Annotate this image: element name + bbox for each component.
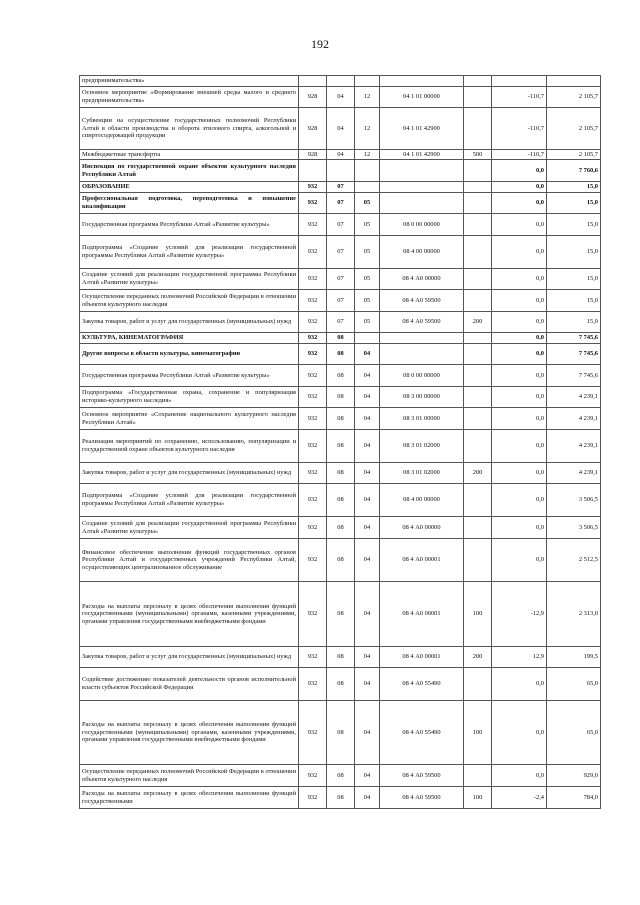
change-amount-cell: 0,0 (492, 408, 547, 430)
row-name-cell: Государственная программа Республики Алтай «Развитие культуры» (80, 365, 299, 387)
row-name-cell: Другие вопросы в области культуры, кинематографии (80, 344, 299, 365)
section-code-cell: 08 (327, 539, 355, 582)
table-row (80, 193, 601, 214)
subsection-code-cell: 05 (355, 269, 380, 290)
change-amount-cell: -2,4 (492, 787, 547, 809)
expense-type-cell: 200 (464, 463, 492, 484)
subsection-code-cell: 04 (355, 539, 380, 582)
section-code-cell: 04 (327, 87, 355, 108)
ministry-code-cell: 932 (299, 214, 327, 236)
subsection-code-cell: 12 (355, 150, 380, 160)
total-amount-cell: 2 105,7 (547, 108, 601, 150)
ministry-code-cell: 928 (299, 150, 327, 160)
expense-type-cell: 100 (464, 582, 492, 647)
subsection-code-cell (355, 76, 380, 87)
ministry-code-cell: 928 (299, 108, 327, 150)
subsection-code-cell: 05 (355, 312, 380, 333)
change-amount-cell: 0,0 (492, 160, 547, 182)
target-article-cell: 08 4 А0 00001 (380, 647, 464, 668)
expense-type-cell (464, 387, 492, 408)
subsection-code-cell: 04 (355, 344, 380, 365)
target-article-cell: 08 4 А0 00001 (380, 539, 464, 582)
target-article-cell: 08 3 00 00000 (380, 387, 464, 408)
total-amount-cell: 2 512,5 (547, 539, 601, 582)
section-code-cell: 08 (327, 582, 355, 647)
expense-type-cell (464, 160, 492, 182)
section-code-cell: 08 (327, 484, 355, 517)
ministry-code-cell: 932 (299, 517, 327, 539)
change-amount-cell: 0,0 (492, 701, 547, 765)
target-article-cell: 08 3 01 00000 (380, 408, 464, 430)
subsection-code-cell (355, 182, 380, 193)
expense-type-cell (464, 333, 492, 344)
ministry-code-cell: 932 (299, 408, 327, 430)
total-amount-cell: 4 239,1 (547, 408, 601, 430)
change-amount-cell: 0,0 (492, 484, 547, 517)
expense-type-cell (464, 182, 492, 193)
expense-type-cell: 100 (464, 701, 492, 765)
target-article-cell: 08 4 А0 55490 (380, 668, 464, 701)
target-article-cell: 08 3 01 02000 (380, 430, 464, 463)
subsection-code-cell: 04 (355, 365, 380, 387)
total-amount-cell: 15,0 (547, 182, 601, 193)
change-amount-cell: 0,0 (492, 269, 547, 290)
table-row (80, 387, 601, 408)
ministry-code-cell: 928 (299, 87, 327, 108)
section-code-cell: 07 (327, 312, 355, 333)
section-code-cell: 08 (327, 365, 355, 387)
table-row (80, 668, 601, 701)
table-row (80, 160, 601, 182)
table-row (80, 333, 601, 344)
total-amount-cell: 15,0 (547, 290, 601, 312)
row-name-cell: Финансовое обеспечение выполнения функций государственных органов Республики Алтай и государственных учреждений Республики Алтай, осуществляющих централизованное обслуживание (80, 539, 299, 582)
section-code-cell: 07 (327, 290, 355, 312)
ministry-code-cell: 932 (299, 365, 327, 387)
change-amount-cell: 0,0 (492, 214, 547, 236)
table-row (80, 344, 601, 365)
total-amount-cell: 15,0 (547, 269, 601, 290)
target-article-cell (380, 160, 464, 182)
total-amount-cell: 7 760,6 (547, 160, 601, 182)
section-code-cell: 08 (327, 333, 355, 344)
subsection-code-cell: 04 (355, 517, 380, 539)
ministry-code-cell: 932 (299, 387, 327, 408)
change-amount-cell: 0,0 (492, 182, 547, 193)
ministry-code-cell: 932 (299, 484, 327, 517)
target-article-cell (380, 76, 464, 87)
total-amount-cell: 929,0 (547, 765, 601, 787)
row-name-cell: Содействие достижению показателей деятельности органов исполнительной власти субъектов Российской Федерации (80, 668, 299, 701)
expense-type-cell (464, 408, 492, 430)
ministry-code-cell: 932 (299, 236, 327, 269)
table-row (80, 87, 601, 108)
target-article-cell: 08 4 А0 59500 (380, 290, 464, 312)
row-name-cell: Расходы на выплаты персоналу в целях обеспечения выполнения функций государственными (муниципальными) органами, казенными учреждениями, органами управления государственными внебюджетными фондами (80, 701, 299, 765)
target-article-cell (380, 333, 464, 344)
target-article-cell: 08 4 А0 59500 (380, 312, 464, 333)
ministry-code-cell: 932 (299, 182, 327, 193)
ministry-code-cell: 932 (299, 647, 327, 668)
total-amount-cell: 2 105,7 (547, 87, 601, 108)
change-amount-cell: 0,0 (492, 765, 547, 787)
total-amount-cell: 2 105,7 (547, 150, 601, 160)
table-row (80, 484, 601, 517)
total-amount-cell: 65,0 (547, 701, 601, 765)
row-name-cell: Подпрограмма «Государственная охрана, сохранение и популяризация историко-культурного наследия» (80, 387, 299, 408)
expense-type-cell: 200 (464, 647, 492, 668)
total-amount-cell: 4 239,1 (547, 430, 601, 463)
total-amount-cell: 4 239,1 (547, 463, 601, 484)
expense-type-cell (464, 236, 492, 269)
section-code-cell: 07 (327, 269, 355, 290)
table-row (80, 430, 601, 463)
expense-type-cell (464, 193, 492, 214)
target-article-cell (380, 344, 464, 365)
target-article-cell: 08 4 А0 00001 (380, 582, 464, 647)
subsection-code-cell: 05 (355, 290, 380, 312)
total-amount-cell: 2 313,0 (547, 582, 601, 647)
ministry-code-cell: 932 (299, 193, 327, 214)
table-row (80, 408, 601, 430)
expense-type-cell: 100 (464, 787, 492, 809)
section-code-cell (327, 160, 355, 182)
ministry-code-cell: 932 (299, 668, 327, 701)
change-amount-cell: 0,0 (492, 668, 547, 701)
table-row (80, 517, 601, 539)
section-code-cell: 08 (327, 765, 355, 787)
row-name-cell: Закупка товаров, работ и услуг для государственных (муниципальных) нужд (80, 463, 299, 484)
total-amount-cell: 784,0 (547, 787, 601, 809)
target-article-cell: 08 4 А0 00000 (380, 517, 464, 539)
target-article-cell: 08 0 00 00000 (380, 365, 464, 387)
change-amount-cell: 0,0 (492, 193, 547, 214)
section-code-cell: 08 (327, 517, 355, 539)
table-row (80, 701, 601, 765)
ministry-code-cell: 932 (299, 539, 327, 582)
row-name-cell: Осуществление переданных полномочий Российской Федерации в отношении объектов культурного наследия (80, 290, 299, 312)
total-amount-cell: 15,0 (547, 193, 601, 214)
expense-type-cell (464, 344, 492, 365)
change-amount-cell: 0,0 (492, 430, 547, 463)
target-article-cell: 08 3 01 02000 (380, 463, 464, 484)
change-amount-cell: 0,0 (492, 517, 547, 539)
section-code-cell: 04 (327, 108, 355, 150)
row-name-cell: Основное мероприятие «Формирование внешней среды малого и среднего предпринимательства» (80, 87, 299, 108)
expense-type-cell (464, 430, 492, 463)
section-code-cell: 04 (327, 150, 355, 160)
change-amount-cell: 0,0 (492, 333, 547, 344)
table-row (80, 539, 601, 582)
total-amount-cell: 7 745,6 (547, 365, 601, 387)
change-amount-cell: 12,9 (492, 647, 547, 668)
table-body (80, 76, 601, 809)
table-row (80, 150, 601, 160)
subsection-code-cell: 04 (355, 668, 380, 701)
row-name-cell: Подпрограмма «Создание условий для реализации государственной программы Республики Алтай «Развитие культуры» (80, 236, 299, 269)
total-amount-cell: 15,0 (547, 236, 601, 269)
table-row (80, 108, 601, 150)
expense-type-cell: 200 (464, 312, 492, 333)
change-amount-cell: -12,9 (492, 582, 547, 647)
target-article-cell: 08 0 00 00000 (380, 214, 464, 236)
section-code-cell: 08 (327, 647, 355, 668)
subsection-code-cell: 04 (355, 582, 380, 647)
section-code-cell: 07 (327, 182, 355, 193)
section-code-cell: 08 (327, 344, 355, 365)
table-row (80, 236, 601, 269)
expense-type-cell (464, 765, 492, 787)
row-name-cell: Субвенции на осуществление государственных полномочий Республики Алтай в области производства и оборота этилового спирта, алкогольной и спиртосодержащей продукции (80, 108, 299, 150)
subsection-code-cell: 04 (355, 408, 380, 430)
row-name-cell: Расходы на выплаты персоналу в целях обеспечения выполнения функций государственными (муниципальными) органами, казенными учреждениями, органами управления государственными внебюджетными фондами (80, 582, 299, 647)
row-name-cell: Подпрограмма «Создание условий для реализации государственной программы Республики Алтай «Развитие культуры» (80, 484, 299, 517)
total-amount-cell: 65,0 (547, 668, 601, 701)
subsection-code-cell: 12 (355, 108, 380, 150)
subsection-code-cell: 05 (355, 236, 380, 269)
ministry-code-cell: 932 (299, 765, 327, 787)
budget-table (79, 75, 601, 809)
row-name-cell: Создание условий для реализации государственной программы Республики Алтай «Развитие культуры» (80, 269, 299, 290)
subsection-code-cell: 04 (355, 463, 380, 484)
ministry-code-cell: 932 (299, 344, 327, 365)
expense-type-cell (464, 668, 492, 701)
change-amount-cell (492, 76, 547, 87)
table-row (80, 290, 601, 312)
row-name-cell: Межбюджетные трансферты (80, 150, 299, 160)
expense-type-cell (464, 484, 492, 517)
change-amount-cell: 0,0 (492, 387, 547, 408)
ministry-code-cell: 932 (299, 787, 327, 809)
subsection-code-cell: 05 (355, 214, 380, 236)
target-article-cell (380, 193, 464, 214)
subsection-code-cell: 04 (355, 430, 380, 463)
change-amount-cell: 0,0 (492, 290, 547, 312)
change-amount-cell: -110,7 (492, 108, 547, 150)
table-row (80, 582, 601, 647)
row-name-cell: Основное мероприятие «Сохранение национального культурного наследия Республики Алтай» (80, 408, 299, 430)
row-name-cell: Реализация мероприятий по сохранению, использованию, популяризации и государственной охране объектов культурного наследия (80, 430, 299, 463)
target-article-cell: 08 4 А0 59500 (380, 765, 464, 787)
page-number: 192 (311, 37, 329, 51)
subsection-code-cell: 04 (355, 647, 380, 668)
target-article-cell: 08 4 А0 00000 (380, 269, 464, 290)
section-code-cell: 07 (327, 193, 355, 214)
expense-type-cell (464, 214, 492, 236)
row-name-cell: Осуществление переданных полномочий Российской Федерации в отношении объектов культурного наследия (80, 765, 299, 787)
expense-type-cell (464, 76, 492, 87)
table-row (80, 365, 601, 387)
subsection-code-cell (355, 333, 380, 344)
ministry-code-cell: 932 (299, 463, 327, 484)
expense-type-cell (464, 87, 492, 108)
row-name-cell: Закупка товаров, работ и услуг для государственных (муниципальных) нужд (80, 312, 299, 333)
table-row (80, 787, 601, 809)
target-article-cell (380, 182, 464, 193)
table-row (80, 76, 601, 87)
expense-type-cell (464, 539, 492, 582)
section-code-cell: 07 (327, 214, 355, 236)
ministry-code-cell: 932 (299, 701, 327, 765)
change-amount-cell: 0,0 (492, 463, 547, 484)
section-code-cell: 08 (327, 787, 355, 809)
table-row (80, 765, 601, 787)
table-row (80, 269, 601, 290)
table-row (80, 463, 601, 484)
section-code-cell: 07 (327, 236, 355, 269)
subsection-code-cell: 04 (355, 765, 380, 787)
subsection-code-cell (355, 160, 380, 182)
total-amount-cell: 4 239,1 (547, 387, 601, 408)
row-name-cell: Инспекция по государственной охране объектов культурного наследия Республики Алтай (80, 160, 299, 182)
ministry-code-cell (299, 76, 327, 87)
expense-type-cell (464, 108, 492, 150)
total-amount-cell: 15,0 (547, 312, 601, 333)
target-article-cell: 04 1 01 42900 (380, 108, 464, 150)
ministry-code-cell: 932 (299, 312, 327, 333)
expense-type-cell: 500 (464, 150, 492, 160)
total-amount-cell: 7 745,6 (547, 344, 601, 365)
row-name-cell: Государственная программа Республики Алтай «Развитие культуры» (80, 214, 299, 236)
table-row (80, 214, 601, 236)
expense-type-cell (464, 269, 492, 290)
subsection-code-cell: 12 (355, 87, 380, 108)
subsection-code-cell: 04 (355, 787, 380, 809)
section-code-cell: 08 (327, 387, 355, 408)
row-name-cell: Расходы на выплаты персоналу в целях обеспечения выполнения функций государственными (80, 787, 299, 809)
expense-type-cell (464, 365, 492, 387)
row-name-cell: Профессиональная подготовка, переподготовка и повышение квалификации (80, 193, 299, 214)
target-article-cell: 08 4 00 00000 (380, 484, 464, 517)
subsection-code-cell: 04 (355, 701, 380, 765)
total-amount-cell (547, 76, 601, 87)
section-code-cell: 08 (327, 668, 355, 701)
ministry-code-cell: 932 (299, 269, 327, 290)
change-amount-cell: 0,0 (492, 539, 547, 582)
change-amount-cell: -110,7 (492, 150, 547, 160)
change-amount-cell: 0,0 (492, 344, 547, 365)
section-code-cell: 08 (327, 430, 355, 463)
table-row (80, 312, 601, 333)
ministry-code-cell: 932 (299, 290, 327, 312)
total-amount-cell: 15,0 (547, 214, 601, 236)
section-code-cell: 08 (327, 701, 355, 765)
ministry-code-cell: 932 (299, 430, 327, 463)
row-name-cell: Закупка товаров, работ и услуг для государственных (муниципальных) нужд (80, 647, 299, 668)
total-amount-cell: 7 745,6 (547, 333, 601, 344)
total-amount-cell: 3 506,5 (547, 484, 601, 517)
target-article-cell: 04 1 01 42900 (380, 150, 464, 160)
target-article-cell: 08 4 А0 55490 (380, 701, 464, 765)
ministry-code-cell (299, 160, 327, 182)
ministry-code-cell: 932 (299, 582, 327, 647)
ministry-code-cell: 932 (299, 333, 327, 344)
table-row (80, 182, 601, 193)
section-code-cell: 08 (327, 463, 355, 484)
target-article-cell: 08 4 00 00000 (380, 236, 464, 269)
expense-type-cell (464, 517, 492, 539)
target-article-cell: 08 4 А0 59500 (380, 787, 464, 809)
section-code-cell: 08 (327, 408, 355, 430)
subsection-code-cell: 05 (355, 193, 380, 214)
subsection-code-cell: 04 (355, 484, 380, 517)
change-amount-cell: 0,0 (492, 236, 547, 269)
expense-type-cell (464, 290, 492, 312)
row-name-cell: КУЛЬТУРА, КИНЕМАТОГРАФИЯ (80, 333, 299, 344)
change-amount-cell: 0,0 (492, 365, 547, 387)
table-row (80, 647, 601, 668)
row-name-cell: Создание условий для реализации государственной программы Республики Алтай «Развитие культуры» (80, 517, 299, 539)
row-name-cell: предпринимательства» (80, 76, 299, 87)
total-amount-cell: 199,5 (547, 647, 601, 668)
row-name-cell: ОБРАЗОВАНИЕ (80, 182, 299, 193)
change-amount-cell: 0,0 (492, 312, 547, 333)
target-article-cell: 04 1 01 00000 (380, 87, 464, 108)
section-code-cell (327, 76, 355, 87)
total-amount-cell: 3 506,5 (547, 517, 601, 539)
change-amount-cell: -110,7 (492, 87, 547, 108)
subsection-code-cell: 04 (355, 387, 380, 408)
